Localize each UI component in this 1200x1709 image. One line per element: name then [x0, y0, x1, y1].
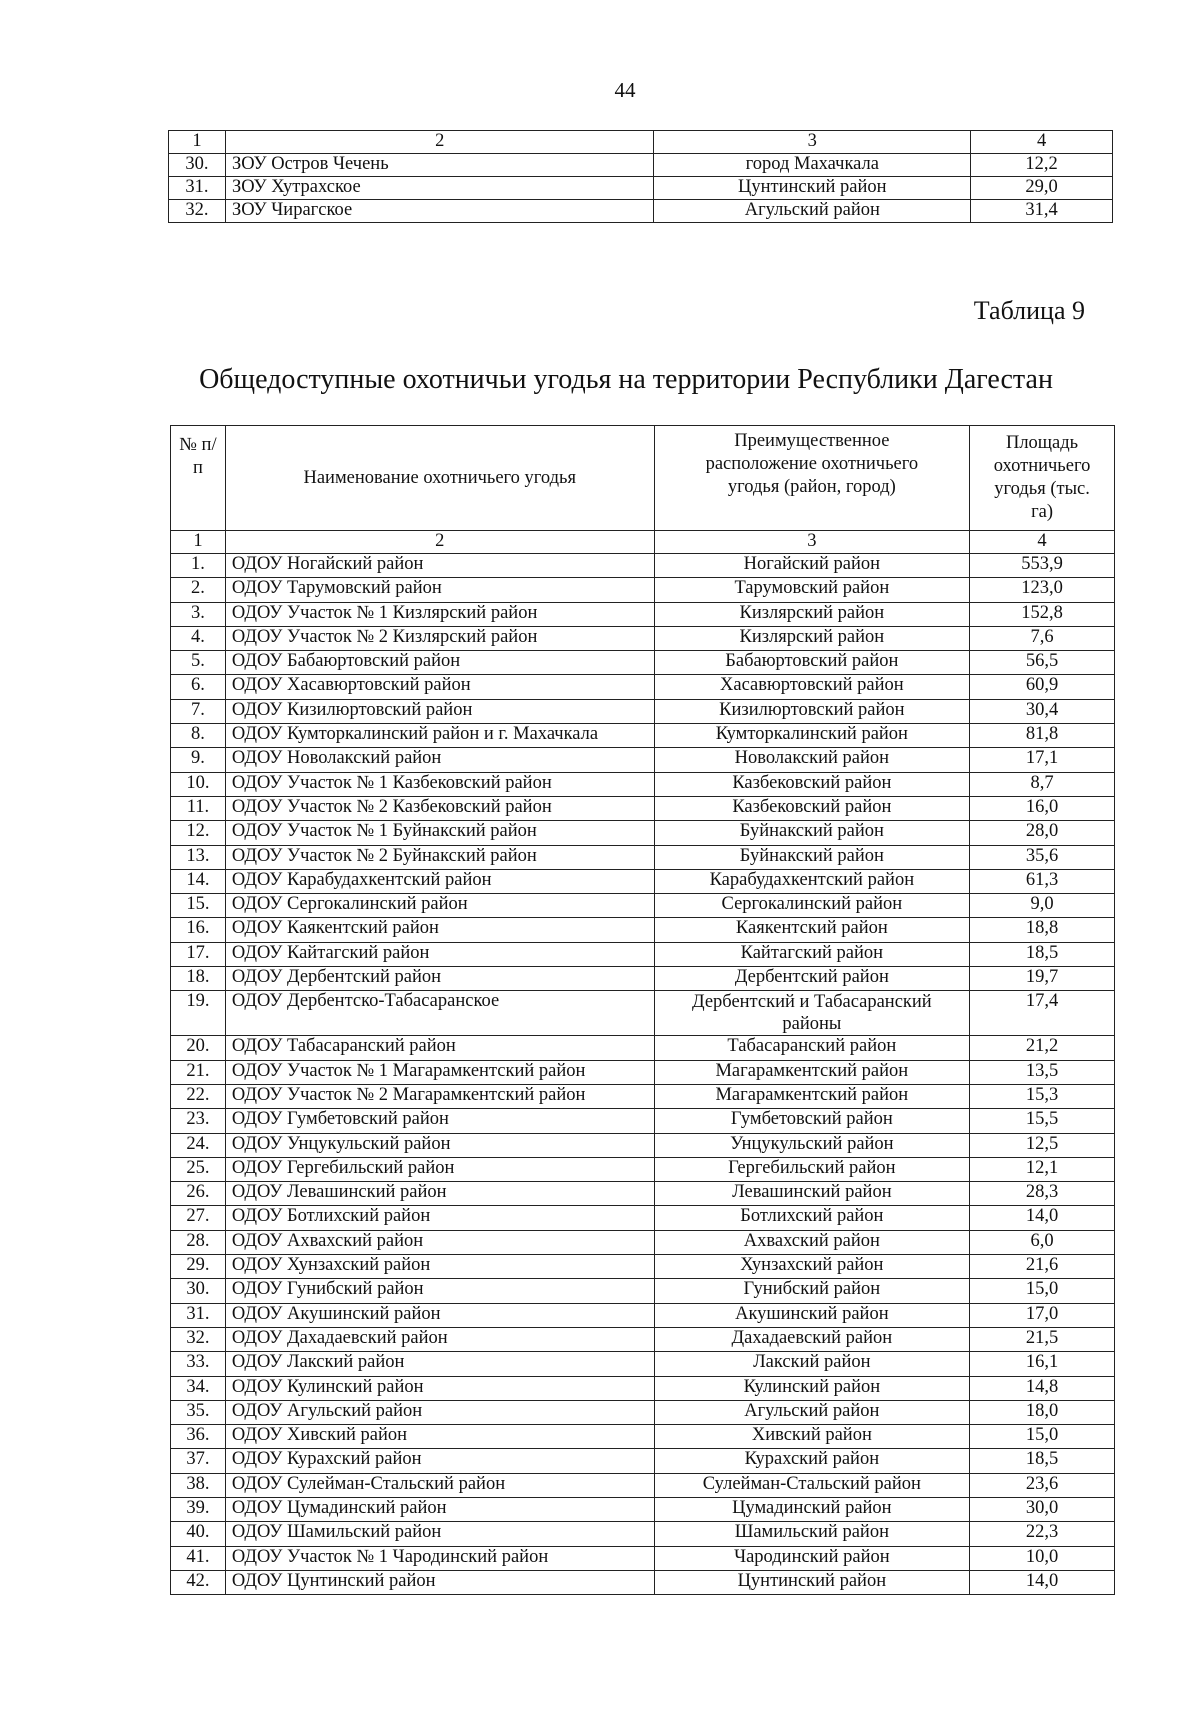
- table-row: [171, 554, 1115, 578]
- row-area: 21,6: [970, 1255, 1115, 1279]
- row-area: 17,1: [970, 748, 1115, 772]
- row-location: Ботлихский район: [654, 1206, 970, 1230]
- row-name: ОДОУ Хунзахский район: [225, 1255, 654, 1279]
- column-number: 3: [654, 131, 971, 154]
- row-number: 8.: [171, 724, 226, 748]
- table-row: [171, 1473, 1115, 1497]
- row-location: Казбековский район: [654, 772, 970, 796]
- row-name: ОДОУ Агульский район: [225, 1400, 654, 1424]
- table-row: [171, 772, 1115, 796]
- row-area: 18,5: [970, 1449, 1115, 1473]
- column-number: 3: [654, 531, 970, 554]
- row-number: 19.: [171, 991, 226, 1036]
- row-location: Каякентский район: [654, 918, 970, 942]
- row-location: Буйнакский район: [654, 845, 970, 869]
- row-name: ОДОУ Ботлихский район: [225, 1206, 654, 1230]
- row-area: 15,0: [970, 1425, 1115, 1449]
- row-number: 33.: [171, 1352, 226, 1376]
- row-area: 152,8: [970, 602, 1115, 626]
- row-area: 15,3: [970, 1084, 1115, 1108]
- row-number: 3.: [171, 602, 226, 626]
- row-number: 40.: [171, 1522, 226, 1546]
- row-area: 60,9: [970, 675, 1115, 699]
- row-name: ОДОУ Цумадинский район: [225, 1497, 654, 1521]
- table-row: [171, 1255, 1115, 1279]
- row-area: 14,8: [970, 1376, 1115, 1400]
- row-location: Магарамкентский район: [654, 1084, 970, 1108]
- row-name: ОДОУ Дахадаевский район: [225, 1327, 654, 1351]
- row-location: Карабудахкентский район: [654, 869, 970, 893]
- table-row: [171, 1546, 1115, 1570]
- table-row: [171, 894, 1115, 918]
- row-number: 30.: [171, 1279, 226, 1303]
- row-number: 21.: [171, 1060, 226, 1084]
- row-location: Табасаранский район: [654, 1036, 970, 1060]
- row-area: 16,1: [970, 1352, 1115, 1376]
- row-name: ОДОУ Унцукульский район: [225, 1133, 654, 1157]
- row-name: ОДОУ Участок № 1 Казбековский район: [225, 772, 654, 796]
- row-area: 35,6: [970, 845, 1115, 869]
- row-area: 7,6: [970, 626, 1115, 650]
- row-name: ОДОУ Сергокалинский район: [225, 894, 654, 918]
- row-name: ОДОУ Хасавюртовский район: [225, 675, 654, 699]
- row-name: ЗОУ Чирагское: [225, 200, 654, 223]
- row-name: ОДОУ Ахвахский район: [225, 1230, 654, 1254]
- row-area: 15,5: [970, 1109, 1115, 1133]
- row-area: 18,5: [970, 942, 1115, 966]
- table-header-row: [171, 426, 1115, 531]
- row-name: ОДОУ Участок № 2 Буйнакский район: [225, 845, 654, 869]
- row-number: 15.: [171, 894, 226, 918]
- row-name: ОДОУ Участок № 1 Буйнакский район: [225, 821, 654, 845]
- row-name: ОДОУ Участок № 1 Кизлярский район: [225, 602, 654, 626]
- row-name: ОДОУ Дербентский район: [225, 967, 654, 991]
- row-number: 39.: [171, 1497, 226, 1521]
- row-number: 32.: [169, 200, 226, 223]
- row-number: 38.: [171, 1473, 226, 1497]
- table-row: [171, 1400, 1115, 1424]
- table-row: [171, 1327, 1115, 1351]
- row-location: Цунтинский район: [654, 177, 971, 200]
- row-number: 36.: [171, 1425, 226, 1449]
- header-area: Площадь охотничьего угодья (тыс. га): [970, 426, 1115, 531]
- row-number: 16.: [171, 918, 226, 942]
- row-name: ОДОУ Кумторкалинский район и г. Махачкала: [225, 724, 654, 748]
- row-area: 21,5: [970, 1327, 1115, 1351]
- hunting-grounds-table: [170, 425, 1115, 1595]
- row-area: 19,7: [970, 967, 1115, 991]
- table-row: [171, 1060, 1115, 1084]
- row-area: 28,0: [970, 821, 1115, 845]
- row-location: Акушинский район: [654, 1303, 970, 1327]
- table-row: [171, 845, 1115, 869]
- row-number: 35.: [171, 1400, 226, 1424]
- row-number: 28.: [171, 1230, 226, 1254]
- row-area: 8,7: [970, 772, 1115, 796]
- row-name: ОДОУ Участок № 1 Чародинский район: [225, 1546, 654, 1570]
- table-row: [171, 1425, 1115, 1449]
- row-area: 14,0: [970, 1570, 1115, 1594]
- table-row: [171, 942, 1115, 966]
- row-name: ОДОУ Каякентский район: [225, 918, 654, 942]
- row-location: Хунзахский район: [654, 1255, 970, 1279]
- row-number: 23.: [171, 1109, 226, 1133]
- table-row: [171, 748, 1115, 772]
- table-row: [169, 177, 1113, 200]
- table-row: [171, 991, 1115, 1036]
- table-row: [171, 1522, 1115, 1546]
- page-number: 44: [614, 78, 636, 102]
- table-row: [171, 1157, 1115, 1181]
- row-number: 34.: [171, 1376, 226, 1400]
- table-row: [171, 1084, 1115, 1108]
- row-number: 41.: [171, 1546, 226, 1570]
- row-name: ОДОУ Участок № 2 Казбековский район: [225, 796, 654, 820]
- row-number: 5.: [171, 651, 226, 675]
- row-area: 13,5: [970, 1060, 1115, 1084]
- table-row: [171, 675, 1115, 699]
- row-location: Магарамкентский район: [654, 1060, 970, 1084]
- header-number: № п/п: [171, 426, 226, 531]
- row-name: ОДОУ Гергебильский район: [225, 1157, 654, 1181]
- row-name: ОДОУ Участок № 1 Магарамкентский район: [225, 1060, 654, 1084]
- row-location: Дахадаевский район: [654, 1327, 970, 1351]
- table-row: [171, 1206, 1115, 1230]
- row-number: 25.: [171, 1157, 226, 1181]
- table-row: [171, 602, 1115, 626]
- row-name: ОДОУ Гумбетовский район: [225, 1109, 654, 1133]
- row-name: ЗОУ Хутрахское: [225, 177, 654, 200]
- table-row: [171, 651, 1115, 675]
- row-area: 18,0: [970, 1400, 1115, 1424]
- table-row: [169, 154, 1113, 177]
- row-number: 7.: [171, 699, 226, 723]
- continuation-column-numbers: [169, 131, 1113, 154]
- row-area: 6,0: [970, 1230, 1115, 1254]
- row-number: 18.: [171, 967, 226, 991]
- row-location: Лакский район: [654, 1352, 970, 1376]
- row-area: 22,3: [970, 1522, 1115, 1546]
- row-area: 56,5: [970, 651, 1115, 675]
- row-name: ОДОУ Курахский район: [225, 1449, 654, 1473]
- row-number: 12.: [171, 821, 226, 845]
- row-name: ОДОУ Хивский район: [225, 1425, 654, 1449]
- table-row: [171, 967, 1115, 991]
- row-area: 9,0: [970, 894, 1115, 918]
- row-number: 30.: [169, 154, 226, 177]
- row-name: ОДОУ Кайтагский район: [225, 942, 654, 966]
- row-name: ОДОУ Тарумовский район: [225, 578, 654, 602]
- table-row: [171, 724, 1115, 748]
- row-location: Кулинский район: [654, 1376, 970, 1400]
- row-number: 11.: [171, 796, 226, 820]
- row-name: ОДОУ Шамильский район: [225, 1522, 654, 1546]
- row-location: Буйнакский район: [654, 821, 970, 845]
- table-row: [171, 1230, 1115, 1254]
- row-location: Гергебильский район: [654, 1157, 970, 1181]
- row-area: 81,8: [970, 724, 1115, 748]
- row-location: Цунтинский район: [654, 1570, 970, 1594]
- table-row: [171, 821, 1115, 845]
- column-number: 4: [970, 531, 1115, 554]
- row-location: Унцукульский район: [654, 1133, 970, 1157]
- row-area: 10,0: [970, 1546, 1115, 1570]
- row-area: 17,0: [970, 1303, 1115, 1327]
- row-name: ОДОУ Ногайский район: [225, 554, 654, 578]
- row-area: 12,1: [970, 1157, 1115, 1181]
- table-row: [171, 1570, 1115, 1594]
- row-number: 13.: [171, 845, 226, 869]
- row-area: 28,3: [970, 1182, 1115, 1206]
- table-row: [171, 626, 1115, 650]
- row-name: ОДОУ Дербентско-Табасаранское: [225, 991, 654, 1036]
- column-number: 2: [225, 531, 654, 554]
- row-location: Тарумовский район: [654, 578, 970, 602]
- table-row: [171, 918, 1115, 942]
- table-label: Таблица 9: [973, 296, 1085, 325]
- row-number: 14.: [171, 869, 226, 893]
- row-area: 21,2: [970, 1036, 1115, 1060]
- table-row: [171, 1109, 1115, 1133]
- row-number: 24.: [171, 1133, 226, 1157]
- row-name: ОДОУ Карабудахкентский район: [225, 869, 654, 893]
- row-name: ОДОУ Цунтинский район: [225, 1570, 654, 1594]
- row-number: 20.: [171, 1036, 226, 1060]
- row-location: Ногайский район: [654, 554, 970, 578]
- row-area: 14,0: [970, 1206, 1115, 1230]
- row-location: Дербентский и Табасаранский районы: [654, 991, 970, 1036]
- row-location: Сергокалинский район: [654, 894, 970, 918]
- row-location: Кизлярский район: [654, 602, 970, 626]
- row-number: 31.: [171, 1303, 226, 1327]
- table-row: [171, 1376, 1115, 1400]
- table-row: [171, 796, 1115, 820]
- row-location: Бабаюртовский район: [654, 651, 970, 675]
- column-number: 1: [171, 531, 226, 554]
- table-row: [171, 869, 1115, 893]
- table-row: [171, 699, 1115, 723]
- row-area: 17,4: [970, 991, 1115, 1036]
- row-number: 9.: [171, 748, 226, 772]
- row-location: Чародинский район: [654, 1546, 970, 1570]
- row-area: 23,6: [970, 1473, 1115, 1497]
- column-numbers-row: [171, 531, 1115, 554]
- row-location: Дербентский район: [654, 967, 970, 991]
- row-name: ОДОУ Акушинский район: [225, 1303, 654, 1327]
- row-location: Ахвахский район: [654, 1230, 970, 1254]
- row-location: город Махачкала: [654, 154, 971, 177]
- row-area: 61,3: [970, 869, 1115, 893]
- row-number: 29.: [171, 1255, 226, 1279]
- row-area: 12,5: [970, 1133, 1115, 1157]
- header-name: Наименование охотничьего угодья: [225, 426, 654, 531]
- row-location: Агульский район: [654, 200, 971, 223]
- column-number: 2: [225, 131, 654, 154]
- continuation-table: [168, 130, 1113, 223]
- row-name: ОДОУ Участок № 2 Кизлярский район: [225, 626, 654, 650]
- row-number: 17.: [171, 942, 226, 966]
- row-name: ОДОУ Новолакский район: [225, 748, 654, 772]
- row-area: 16,0: [970, 796, 1115, 820]
- row-location: Сулейман-Стальский район: [654, 1473, 970, 1497]
- table-row: [171, 1182, 1115, 1206]
- row-location: Гумбетовский район: [654, 1109, 970, 1133]
- row-name: ОДОУ Лакский район: [225, 1352, 654, 1376]
- row-number: 26.: [171, 1182, 226, 1206]
- row-location: Хивский район: [654, 1425, 970, 1449]
- table-row: [171, 1279, 1115, 1303]
- row-location: Цумадинский район: [654, 1497, 970, 1521]
- row-name: ОДОУ Сулейман-Стальский район: [225, 1473, 654, 1497]
- row-number: 22.: [171, 1084, 226, 1108]
- row-location: Шамильский район: [654, 1522, 970, 1546]
- row-number: 42.: [171, 1570, 226, 1594]
- row-number: 32.: [171, 1327, 226, 1351]
- column-number: 1: [169, 131, 226, 154]
- row-name: ОДОУ Бабаюртовский район: [225, 651, 654, 675]
- row-location: Курахский район: [654, 1449, 970, 1473]
- header-location: Преимущественное расположение охотничьего угодья (район, город): [654, 426, 970, 531]
- row-number: 2.: [171, 578, 226, 602]
- row-location: Кайтагский район: [654, 942, 970, 966]
- table-row: [171, 1133, 1115, 1157]
- row-location: Гунибский район: [654, 1279, 970, 1303]
- table-row: [171, 1497, 1115, 1521]
- row-area: 12,2: [971, 154, 1113, 177]
- row-number: 1.: [171, 554, 226, 578]
- row-number: 4.: [171, 626, 226, 650]
- row-number: 27.: [171, 1206, 226, 1230]
- row-location: Казбековский район: [654, 796, 970, 820]
- table-row: [171, 1036, 1115, 1060]
- table-row: [169, 200, 1113, 223]
- row-area: 30,0: [970, 1497, 1115, 1521]
- row-location: Кизлярский район: [654, 626, 970, 650]
- row-area: 30,4: [970, 699, 1115, 723]
- row-name: ОДОУ Кизилюртовский район: [225, 699, 654, 723]
- row-area: 123,0: [970, 578, 1115, 602]
- row-area: 18,8: [970, 918, 1115, 942]
- row-number: 31.: [169, 177, 226, 200]
- row-name: ОДОУ Участок № 2 Магарамкентский район: [225, 1084, 654, 1108]
- row-name: ОДОУ Табасаранский район: [225, 1036, 654, 1060]
- row-location: Кизилюртовский район: [654, 699, 970, 723]
- row-location: Новолакский район: [654, 748, 970, 772]
- row-number: 10.: [171, 772, 226, 796]
- row-area: 15,0: [970, 1279, 1115, 1303]
- row-area: 29,0: [971, 177, 1113, 200]
- table-title: Общедоступные охотничьи угодья на территории Республики Дагестан: [199, 364, 1053, 395]
- row-area: 553,9: [970, 554, 1115, 578]
- row-location: Хасавюртовский район: [654, 675, 970, 699]
- row-area: 31,4: [971, 200, 1113, 223]
- row-name: ОДОУ Гунибский район: [225, 1279, 654, 1303]
- table-row: [171, 1303, 1115, 1327]
- row-number: 6.: [171, 675, 226, 699]
- row-location: Кумторкалинский район: [654, 724, 970, 748]
- row-name: ЗОУ Остров Чечень: [225, 154, 654, 177]
- table-row: [171, 1449, 1115, 1473]
- row-location: Левашинский район: [654, 1182, 970, 1206]
- row-name: ОДОУ Кулинский район: [225, 1376, 654, 1400]
- row-number: 37.: [171, 1449, 226, 1473]
- table-row: [171, 578, 1115, 602]
- row-name: ОДОУ Левашинский район: [225, 1182, 654, 1206]
- column-number: 4: [971, 131, 1113, 154]
- table-row: [171, 1352, 1115, 1376]
- row-location: Агульский район: [654, 1400, 970, 1424]
